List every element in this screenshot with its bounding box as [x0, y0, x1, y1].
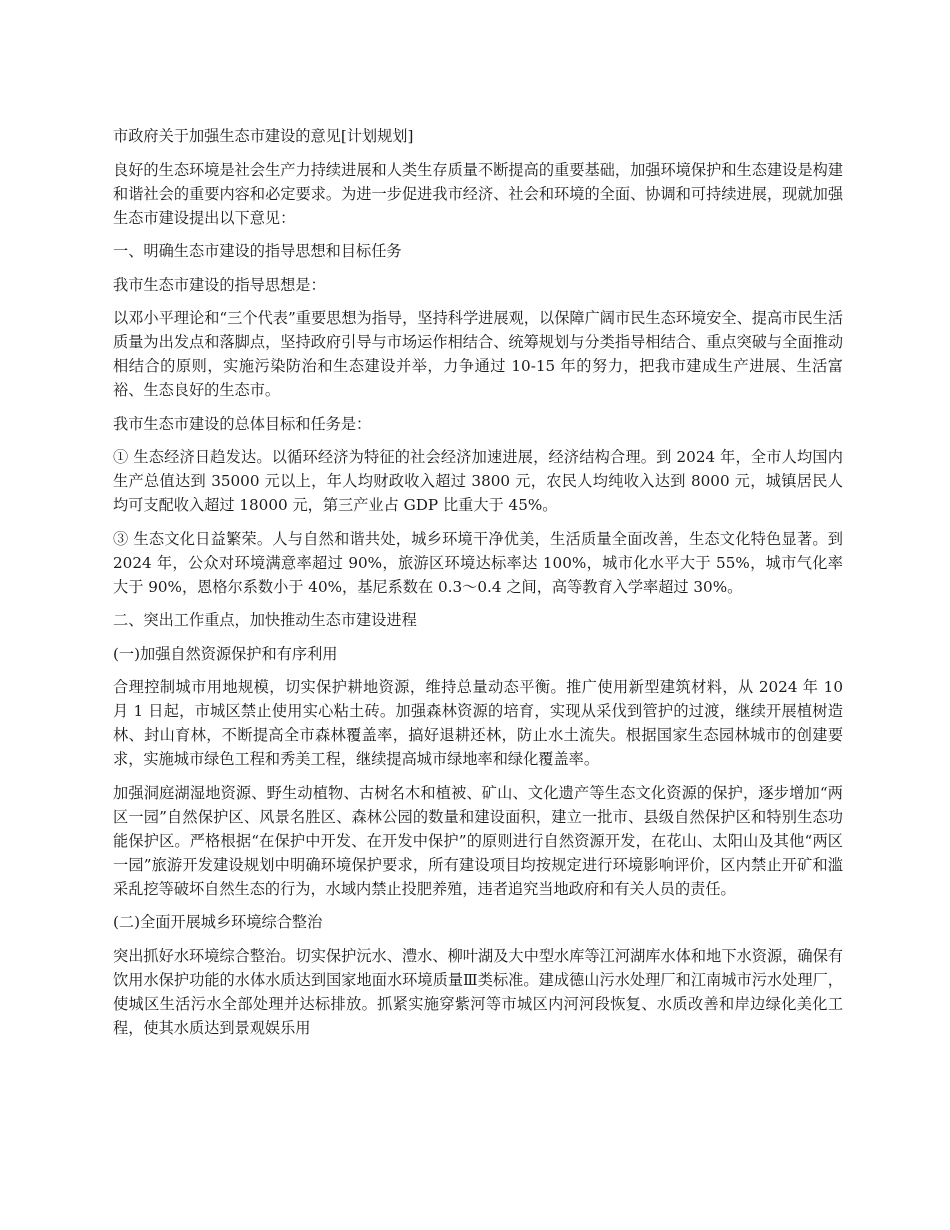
document-title: 市政府关于加强生态市建设的意见[计划规划] [113, 127, 414, 145]
section-heading-1: 一、明确生态市建设的指导思想和目标任务 [113, 242, 402, 260]
subsection-heading-2: (二)全面开展城乡环境综合整治 [113, 913, 323, 931]
paragraph-target-culture: ③ 生态文化日益繁荣。人与自然和谐共处，城乡环境干净优美，生活质量全面改善，生态文化特色显著。到 2024 年，公众对环境满意率超过 90%，旅游区环境达标率达 100%，城市化水平大于 55%，城市气化率大于 90%，恩格尔系数小于 40%，基尼系数在 0.3～0.4 之间，高等教育入学率超过 30%。 [113, 529, 843, 596]
paragraph-guiding-thought: 以邓小平理论和“三个代表”重要思想为指导，坚持科学进展观，以保障广阔市民生态环境安全、提高市民生活质量为出发点和落脚点，坚持政府引导与市场运作相结合、统筹规划与分类指导相结合、重点突破与全面推动相结合的原则，实施污染防治和生态建设并举，力争通过 10-15 年的努力，把我市建成生产进展、生活富裕、生态良好的生态市。 [113, 309, 843, 399]
document-page [113, 124, 843, 1049]
paragraph-land-resources: 合理控制城市用地规模，切实保护耕地资源，维持总量动态平衡。推广使用新型建筑材料，从 2024 年 10 月 1 日起，市城区禁止使用实心粘土砖。加强森林资源的培育，实现从采伐到管护的过渡，继续开展植树造林、封山育林，不断提高全市森林覆盖率，搞好退耕还林，防止水土流失。根据国家生态园林城市的创建要求，实施城市绿色工程和秀美工程，继续提高城市绿地率和绿化覆盖率。 [113, 678, 843, 768]
section-heading-2: 二、突出工作重点，加快推动生态市建设进程 [113, 611, 417, 629]
paragraph-guiding-lead: 我市生态市建设的指导思想是： [113, 275, 326, 294]
paragraph-target-economy: ① 生态经济日趋发达。以循环经济为特征的社会经济加速进展，经济结构合理。到 2024 年，全市人均国内生产总值达到 35000 元以上，年人均财政收入超过 3800 元，农民人均纯收入达到 8000 元，城镇居民人均可支配收入超过 18000 元，第三产业占 GDP 比重大于 45%。 [113, 448, 843, 514]
subsection-heading-1: (一)加强自然资源保护和有序利用 [113, 644, 338, 663]
paragraph-wetland-protection: 加强洞庭湖湿地资源、野生动植物、古树名木和植被、矿山、文化遗产等生态文化资源的保护，逐步增加“两区一园”自然保护区、风景名胜区、森林公园的数量和建设面积，建立一批市、县级自然保护区和特别生态功能保护区。严格根据“在保护中开发、在开发中保护”的原则进行自然资源开发，在花山、太阳山及其他“两区一园”旅游开发建设规划中明确环境保护要求，所有建设项目均按规定进行环境影响评价，区内禁止开矿和滥采乱挖等破坏自然生态的行为，水域内禁止投肥养殖，违者追究当地政府和有关人员的责任。 [113, 783, 843, 898]
paragraph-intro: 良好的生态环境是社会生产力持续进展和人类生存质量不断提高的重要基础，加强环境保护和生态建设是构建和谐社会的重要内容和必定要求。为进一步促进我市经济、社会和环境的全面、协调和可持续进展，现就加强生态市建设提出以下意见： [113, 160, 843, 227]
paragraph-targets-lead: 我市生态市建设的总体目标和任务是： [113, 414, 372, 433]
paragraph-water-environment: 突出抓好水环境综合整治。切实保护沅水、澧水、柳叶湖及大中型水库等江河湖库水体和地下水资源，确保有饮用水保护功能的水体水质达到国家地面水环境质量Ⅲ类标准。建成德山污水处理厂和江南城市污水处理厂，使城区生活污水全部处理并达标排放。抓紧实施穿紫河等市城区内河河段恢复、水质改善和岸边绿化美化工程，使其水质达到景观娱乐用 [113, 946, 843, 1037]
